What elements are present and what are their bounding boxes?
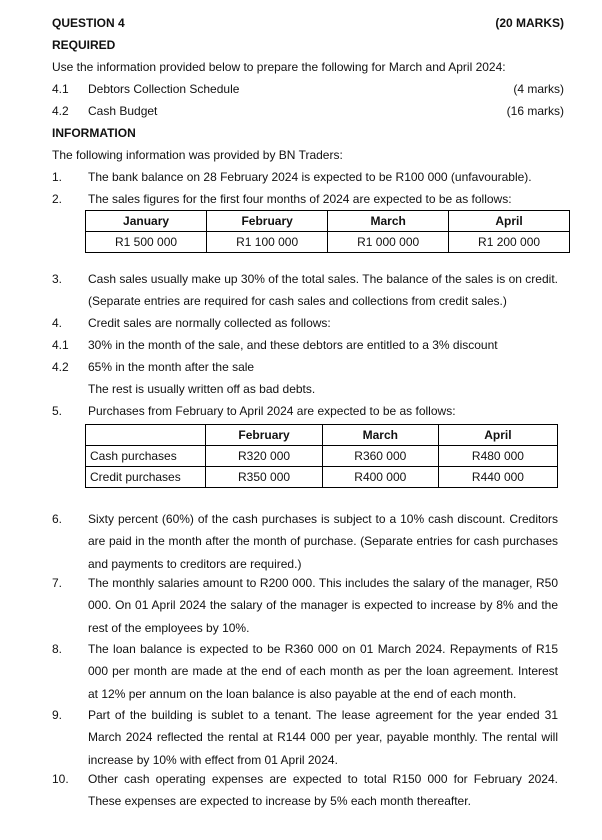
item-text: The sales figures for the first four months of 2024 are expected to be as follows: bbox=[88, 192, 512, 206]
table-cell: R1 200 000 bbox=[449, 232, 570, 253]
item-number: 10. bbox=[52, 772, 69, 786]
item-text: The loan balance is expected to be R360 000 on 01 March 2024. Repayments of R15 000 per month are made at the end of each month as per the loan agreement. Interest at 12% per annum on the loan balance is also payable at the end of each month. bbox=[88, 642, 558, 701]
item-number: 6. bbox=[52, 512, 63, 526]
table-cell: R440 000 bbox=[438, 467, 557, 488]
table-row bbox=[86, 232, 570, 253]
item-number: 3. bbox=[52, 272, 63, 286]
item-number: 4.2 bbox=[52, 360, 69, 374]
table-cell: R1 100 000 bbox=[207, 232, 328, 253]
item-text: 65% in the month after the sale bbox=[88, 360, 255, 374]
required-item-number: 4.1 bbox=[52, 82, 69, 96]
table-header-row bbox=[86, 211, 570, 232]
total-marks: (20 MARKS) bbox=[495, 16, 564, 30]
table-row bbox=[86, 446, 558, 467]
table-header-cell: April bbox=[449, 211, 570, 232]
table-cell: Credit purchases bbox=[86, 467, 206, 488]
table-cell: R350 000 bbox=[206, 467, 322, 488]
sales-table bbox=[85, 210, 570, 253]
table-cell: R1 000 000 bbox=[328, 232, 449, 253]
required-item-marks: (4 marks) bbox=[513, 82, 564, 96]
item-number: 4. bbox=[52, 316, 63, 330]
item-text: Sixty percent (60%) of the cash purchases is subject to a 10% cash discount. Creditors are paid in the month after the month of purchase. (Separate entries for cash purchases and payments to creditors are required.) bbox=[88, 512, 558, 571]
table-header-cell: January bbox=[86, 211, 207, 232]
item-text: Credit sales are normally collected as follows: bbox=[88, 316, 331, 330]
table-row bbox=[86, 467, 558, 488]
required-item-label: Cash Budget bbox=[88, 104, 158, 118]
purchases-table bbox=[85, 424, 558, 488]
item-text: The bank balance on 28 February 2024 is expected to be R100 000 (unfavourable). bbox=[88, 170, 532, 184]
table-header-row bbox=[86, 425, 558, 446]
item-number: 1. bbox=[52, 170, 63, 184]
required-item-label: Debtors Collection Schedule bbox=[88, 82, 240, 96]
item-number: 9. bbox=[52, 708, 63, 722]
required-heading: REQUIRED bbox=[52, 38, 116, 52]
item-number: 8. bbox=[52, 642, 63, 656]
table-cell: R480 000 bbox=[438, 446, 557, 467]
item-text: Other cash operating expenses are expected to total R150 000 for February 2024. These expenses are expected to increase by 5% each month thereafter. bbox=[88, 772, 558, 809]
table-header-cell: March bbox=[328, 211, 449, 232]
table-header-cell: February bbox=[206, 425, 322, 446]
item-text: The monthly salaries amount to R200 000. This includes the salary of the manager, R50 000. On 01 April 2024 the salary of the manager is expected to increase by 8% and the rest of the employees by 10%. bbox=[88, 576, 558, 635]
table-cell: Cash purchases bbox=[86, 446, 206, 467]
question-title: QUESTION 4 bbox=[52, 16, 125, 30]
table-cell: R320 000 bbox=[206, 446, 322, 467]
item-text: The rest is usually written off as bad debts. bbox=[88, 382, 316, 396]
item-text: Purchases from February to April 2024 are expected to be as follows: bbox=[88, 404, 456, 418]
table-header-cell: February bbox=[207, 211, 328, 232]
information-intro: The following information was provided by BN Traders: bbox=[52, 148, 343, 162]
item-text: Part of the building is sublet to a tenant. The lease agreement for the year ended 31 March 2024 reflected the rental at R144 000 per year, payable monthly. The rental will increase by 10% with effect from 01 April 2024. bbox=[88, 708, 558, 767]
item-text: 30% in the month of the sale, and these debtors are entitled to a 3% discount bbox=[88, 338, 498, 352]
item-number: 2. bbox=[52, 192, 63, 206]
item-number: 5. bbox=[52, 404, 63, 418]
item-number: 7. bbox=[52, 576, 63, 590]
table-header-cell: April bbox=[438, 425, 557, 446]
required-item-marks: (16 marks) bbox=[506, 104, 564, 118]
information-heading: INFORMATION bbox=[52, 126, 136, 140]
required-intro: Use the information provided below to prepare the following for March and April 2024: bbox=[52, 60, 506, 74]
item-text: Cash sales usually make up 30% of the total sales. The balance of the sales is on credit. (Separate entries are required for cash sales and collections from credit sales.) bbox=[88, 272, 558, 309]
table-cell: R360 000 bbox=[322, 446, 438, 467]
table-header-cell: March bbox=[322, 425, 438, 446]
item-number: 4.1 bbox=[52, 338, 69, 352]
required-item-number: 4.2 bbox=[52, 104, 69, 118]
table-header-cell bbox=[86, 425, 206, 446]
table-cell: R1 500 000 bbox=[86, 232, 207, 253]
table-cell: R400 000 bbox=[322, 467, 438, 488]
